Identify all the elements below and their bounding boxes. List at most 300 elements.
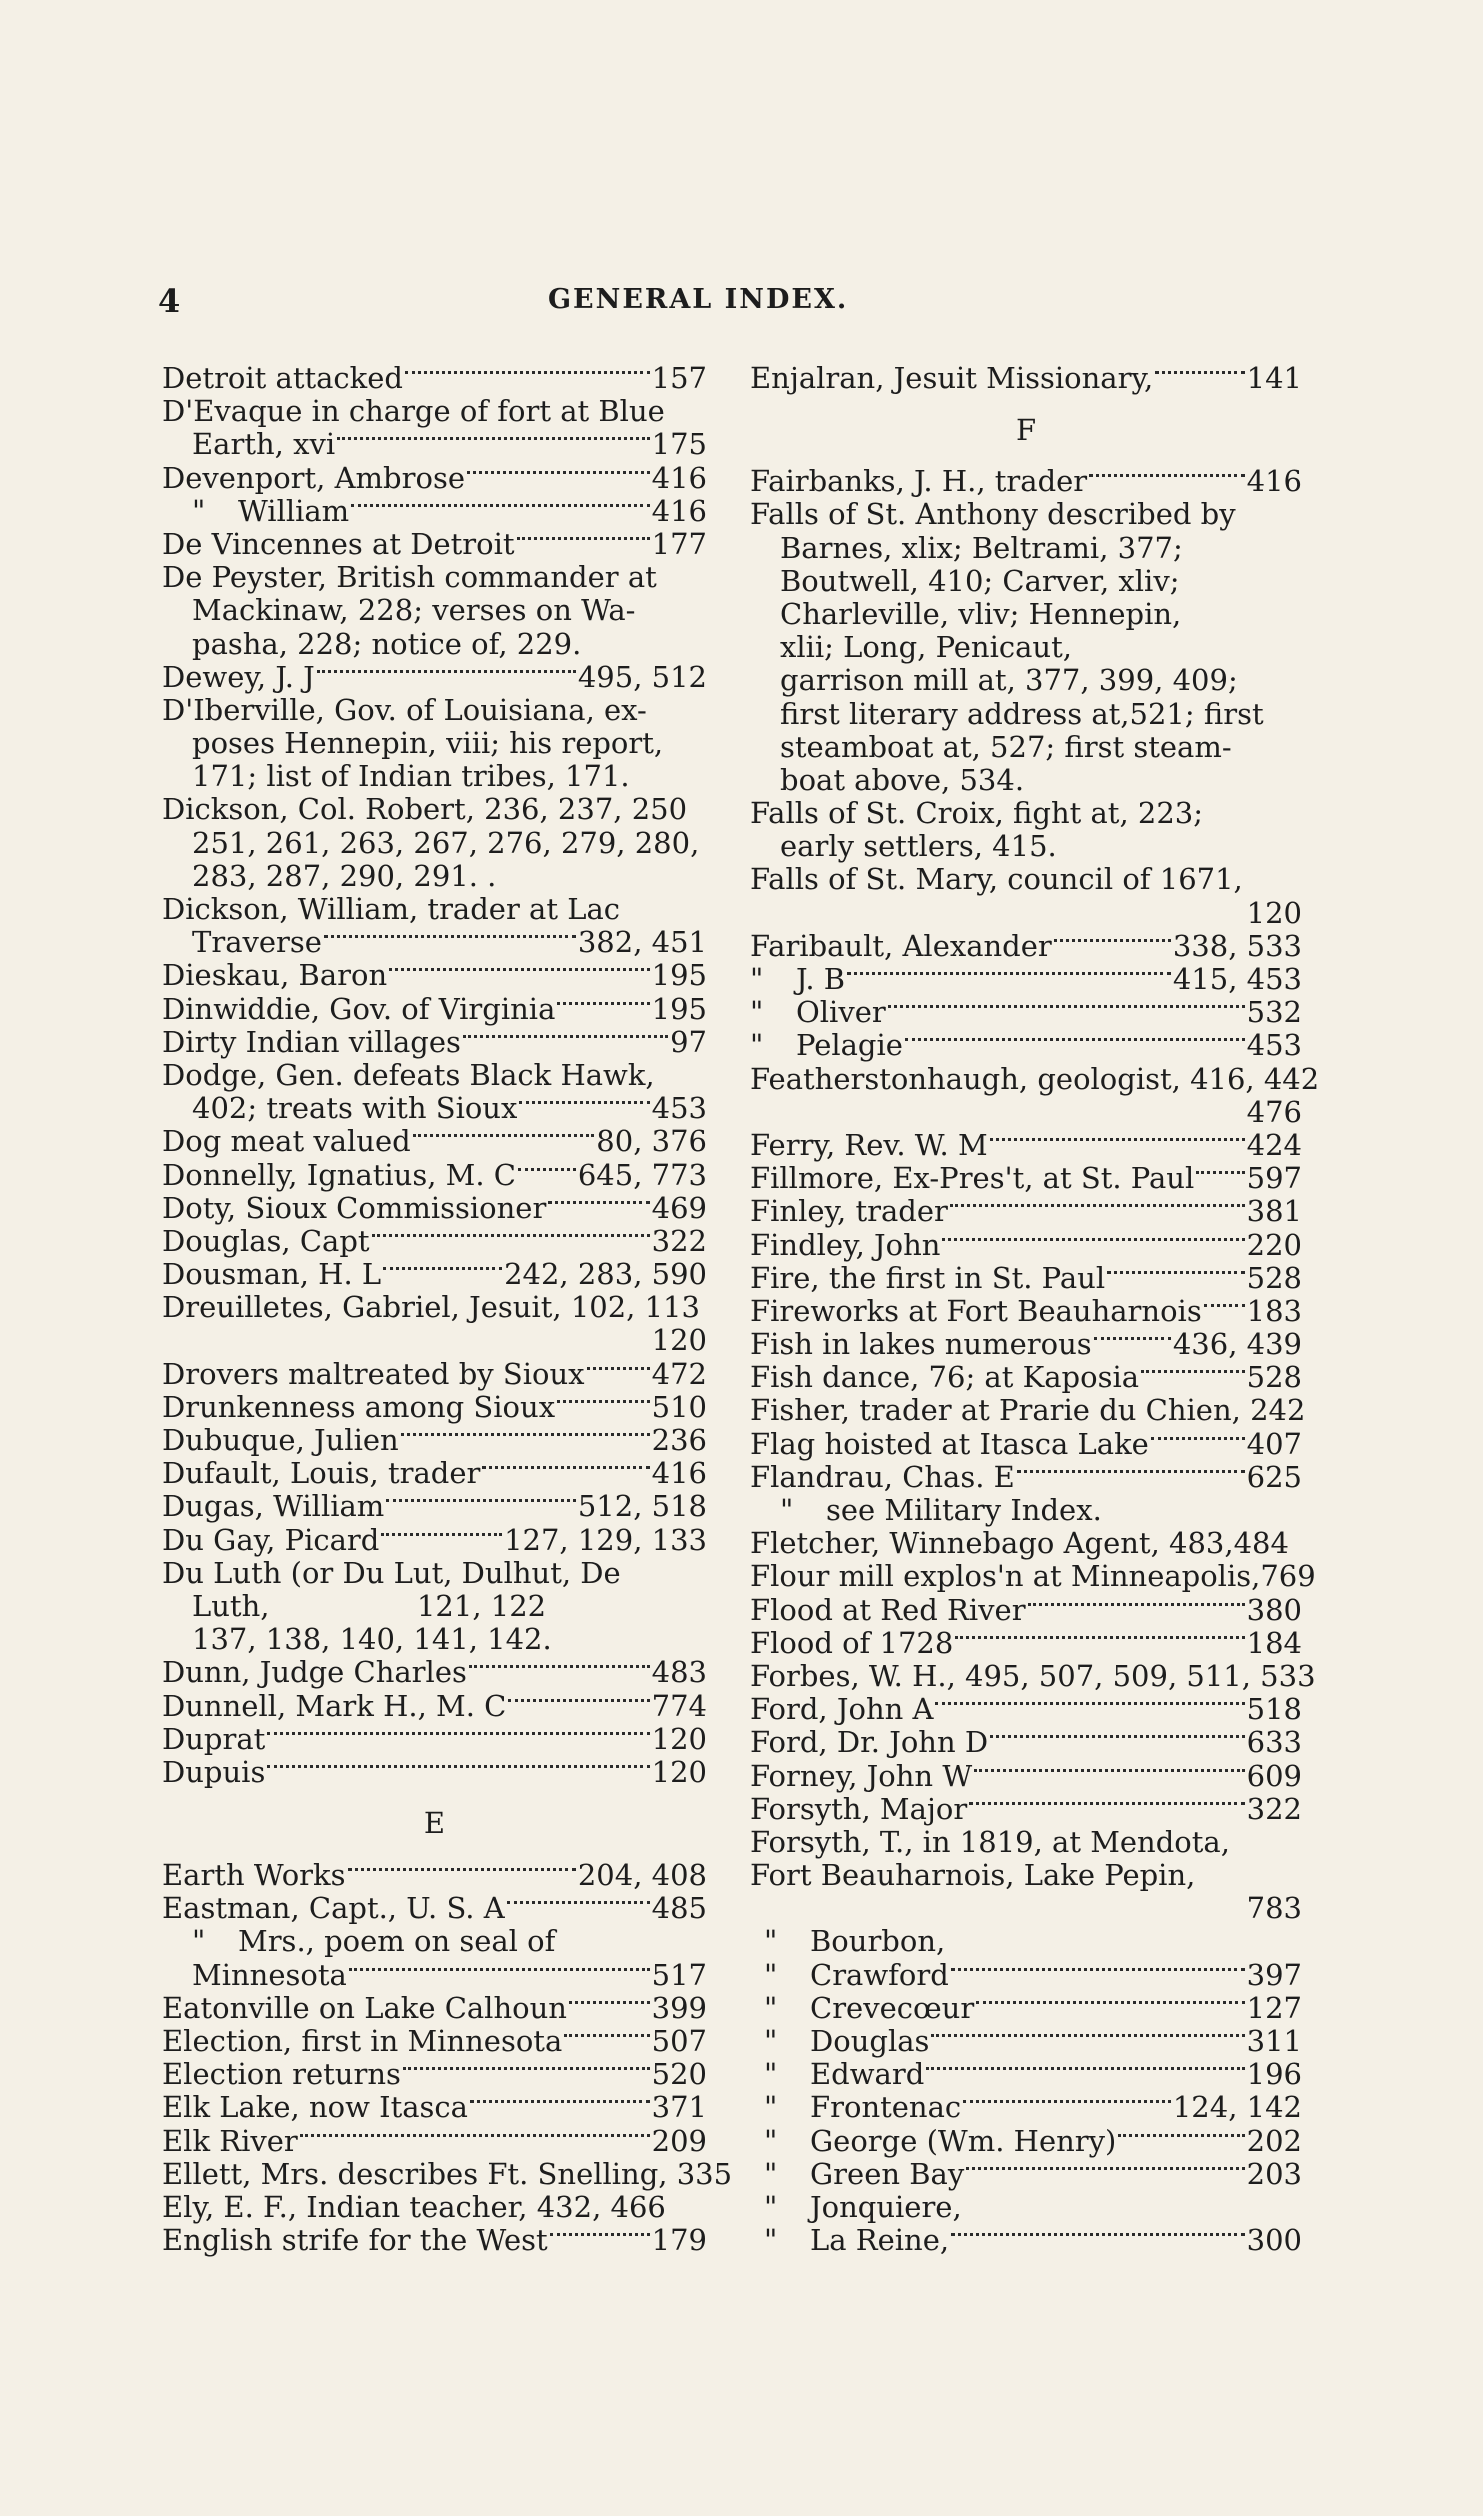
index-entry <box>750 631 1302 664</box>
index-entry <box>162 1925 707 1958</box>
entry-text: Fire, the first in St. Paul <box>750 1260 1106 1295</box>
index-entry <box>750 930 1302 963</box>
index-entry <box>750 2025 1302 2058</box>
entry-text: Dog meat valued <box>162 1124 411 1159</box>
page-reference: 397 <box>1246 1957 1302 1992</box>
leader-dots <box>519 1101 649 1104</box>
page-reference: 507 <box>651 2024 707 2058</box>
index-entry <box>750 1295 1302 1328</box>
page-reference: 645, 773 <box>577 1157 707 1192</box>
index-entry <box>750 362 1302 395</box>
entry-text: Forsyth, Major <box>750 1791 968 1826</box>
leader-dots <box>1118 2134 1244 2137</box>
entry-text: Falls of St. Mary, council of 1671, <box>750 862 1243 897</box>
index-entry <box>162 2125 707 2158</box>
entry-text: pasha, 228; notice of, 229. <box>192 626 582 661</box>
leader-dots <box>926 2067 1244 2070</box>
index-entry <box>162 793 707 826</box>
entry-text: Fairbanks, J. H., trader <box>750 464 1088 499</box>
leader-dots <box>950 1204 1245 1207</box>
entry-text: Dewey, J. J <box>162 659 315 694</box>
index-entry <box>162 1557 707 1590</box>
ditto-mark: " <box>192 1924 206 1959</box>
entry-text: Bourbon, <box>810 1924 946 1959</box>
entry-text: J. B <box>796 962 846 996</box>
index-entry <box>162 428 707 461</box>
index-entry <box>750 1461 1302 1494</box>
index-entry <box>162 1959 707 1992</box>
page-reference: 510 <box>651 1389 707 1424</box>
entry-text: 402; treats with Sioux <box>192 1091 518 1126</box>
index-entry <box>162 860 707 893</box>
leader-dots <box>507 1901 650 1904</box>
entry-text: Dousman, H. L <box>162 1257 382 1292</box>
index-entry <box>750 731 1302 764</box>
page-reference: 124, 142 <box>1172 2090 1302 2125</box>
entry-text: 251, 261, 263, 267, 276, 279, 280, <box>192 825 700 860</box>
entry-text: Dinwiddie, Gov. of Virginia <box>162 991 556 1026</box>
entry-text: Dreuilletes, Gabriel, Jesuit, 102, 113 <box>162 1290 700 1325</box>
index-entry <box>162 959 707 992</box>
ditto-mark: " <box>764 2156 778 2191</box>
index-entry <box>162 1623 707 1656</box>
entry-text: Frontenac <box>810 2090 962 2125</box>
page-reference: 322 <box>1246 1791 1302 1826</box>
entry-text: Fletcher, Winnebago Agent, 483,484 <box>750 1526 1289 1561</box>
index-entry <box>750 797 1302 830</box>
entry-text: Fisher, trader at Prarie du Chien, 242 <box>750 1393 1306 1428</box>
leader-dots <box>942 1238 1244 1241</box>
entry-text: Dufault, Louis, trader <box>162 1456 481 1491</box>
leader-dots <box>564 2034 649 2037</box>
page-reference: 380 <box>1246 1592 1302 1627</box>
page-reference: 416 <box>651 493 707 528</box>
index-entry <box>162 661 707 694</box>
entry-text: Earth, xvi <box>192 427 336 462</box>
leader-dots <box>1028 1603 1245 1606</box>
page-reference: 202 <box>1246 2123 1302 2158</box>
entry-text: Forsyth, T., in 1819, at Mendota, <box>750 1824 1230 1859</box>
leader-dots <box>976 2001 1244 2004</box>
page-reference: 204, 408 <box>577 1858 707 1893</box>
index-entry <box>750 1925 1302 1958</box>
entry-text: Fort Beauharnois, Lake Pepin, <box>750 1858 1196 1893</box>
ditto-mark: " <box>764 1924 778 1959</box>
index-entry <box>162 1424 707 1457</box>
page-reference: 476 <box>1246 1094 1302 1129</box>
page-reference: 371 <box>651 2090 707 2125</box>
index-entry <box>162 2058 707 2091</box>
index-entry <box>750 1527 1302 1560</box>
index-entry <box>750 1096 1302 1129</box>
entry-text: Enjalran, Jesuit Missionary, <box>750 361 1154 395</box>
page-reference: 424 <box>1246 1127 1302 1162</box>
page-reference: 97 <box>670 1024 707 1059</box>
entry-text: steamboat at, 527; first steam- <box>780 729 1232 764</box>
entry-text: D'Iberville, Gov. of Louisiana, ex- <box>162 692 647 727</box>
leader-dots <box>969 1802 1244 1805</box>
page-reference: 322 <box>651 1223 707 1258</box>
entry-text: La Reine, <box>810 2223 950 2258</box>
page-reference: 415, 453 <box>1172 962 1302 996</box>
index-entry <box>162 1059 707 1092</box>
index-entry <box>750 2158 1302 2191</box>
ditto-mark: " <box>764 2090 778 2125</box>
entry-text: Falls of St. Croix, fight at, 223; <box>750 796 1203 831</box>
entry-text: Minnesota <box>192 1957 347 1992</box>
index-entry <box>162 993 707 1026</box>
page-reference: 485 <box>651 1891 707 1926</box>
entry-text: Eatonville on Lake Calhoun <box>162 1990 567 2025</box>
index-entry <box>162 1159 707 1192</box>
leader-dots <box>935 1702 1244 1705</box>
index-entry <box>750 1760 1302 1793</box>
index-entry <box>162 1723 707 1756</box>
page-reference: 472 <box>651 1356 707 1391</box>
page-reference: 120 <box>651 1754 707 1789</box>
entry-text: Featherstonhaugh, geologist, 416, 442 <box>750 1061 1320 1096</box>
entry-text: Charleville, vliv; Hennepin, <box>780 596 1182 631</box>
entry-text: Detroit attacked <box>162 361 403 395</box>
page-reference: 311 <box>1246 2024 1302 2058</box>
leader-dots <box>557 1400 650 1403</box>
leader-dots <box>550 2233 650 2236</box>
leader-dots <box>951 2233 1245 2236</box>
entry-text: Donnelly, Ignatius, M. C <box>162 1157 516 1192</box>
ditto-mark: " <box>750 1028 764 1063</box>
page-reference: 416 <box>651 1456 707 1491</box>
entry-text: Flood at Red River <box>750 1592 1026 1627</box>
index-entry <box>750 1959 1302 1992</box>
index-entry <box>750 1627 1302 1660</box>
entry-text: poses Hennepin, viii; his report, <box>192 726 664 761</box>
index-entry <box>750 2191 1302 2224</box>
page-reference: 196 <box>1246 2057 1302 2092</box>
page-reference: 518 <box>1246 1692 1302 1727</box>
index-entry <box>162 528 707 561</box>
ditto-mark: " <box>764 2223 778 2258</box>
index-entry <box>750 532 1302 565</box>
ditto-mark: " <box>764 1957 778 1992</box>
entry-text: Green Bay <box>810 2156 965 2191</box>
page-reference: 532 <box>1246 995 1302 1030</box>
index-entry <box>162 760 707 793</box>
leader-dots <box>349 1968 650 1971</box>
page-reference: 236 <box>651 1423 707 1457</box>
entry-text: Eastman, Capt., U. S. A <box>162 1891 505 1926</box>
index-entry <box>162 1125 707 1158</box>
leader-dots <box>1196 1171 1244 1174</box>
leader-dots <box>1141 1370 1245 1373</box>
index-column-right <box>750 361 1320 2258</box>
entry-text: Drunkenness among Sioux <box>162 1389 556 1424</box>
leader-dots <box>517 537 650 540</box>
entry-text: Dickson, Col. Robert, 236, 237, 250 <box>162 792 688 827</box>
leader-dots <box>888 1005 1245 1008</box>
page-reference: 512, 518 <box>577 1489 707 1524</box>
entry-text: William <box>238 493 350 528</box>
index-entry <box>750 664 1302 697</box>
index-entry <box>750 2224 1302 2257</box>
entry-text: Dodge, Gen. defeats Black Hawk, <box>162 1057 655 1092</box>
leader-dots <box>508 1699 649 1702</box>
index-entry <box>750 1658 1316 1693</box>
index-entry <box>162 561 707 594</box>
index-entry <box>750 897 1302 930</box>
index-entry <box>162 628 707 661</box>
entry-text: Devenport, Ambrose <box>162 460 465 495</box>
index-entry <box>162 1457 707 1490</box>
entry-text: Duprat <box>162 1721 266 1756</box>
page-reference: 120 <box>651 1323 707 1358</box>
index-entry <box>162 1656 707 1689</box>
entry-text: Luth, 121, 122 <box>192 1588 547 1623</box>
page-reference: 436, 439 <box>1172 1327 1302 1362</box>
entry-text: Ford, Dr. John D <box>750 1725 989 1760</box>
entry-text: Dieskau, Baron <box>162 958 388 993</box>
page-reference: 300 <box>1246 2223 1302 2258</box>
entry-text: Flour mill explos'n at Minneapolis,769 <box>750 1559 1316 1594</box>
entry-text: Election returns <box>162 2057 401 2092</box>
index-entry <box>750 1859 1302 1892</box>
entry-text: Dunnell, Mark H., M. C <box>162 1688 507 1723</box>
page-reference: 184 <box>1246 1625 1302 1660</box>
index-entry <box>750 2125 1302 2158</box>
leader-dots <box>587 1367 650 1370</box>
leader-dots <box>482 1466 649 1469</box>
leader-dots <box>401 1433 650 1436</box>
page-reference: 120 <box>1246 895 1302 930</box>
index-entry <box>750 1361 1302 1394</box>
page-reference: 528 <box>1246 1260 1302 1295</box>
index-entry <box>750 2058 1302 2091</box>
leader-dots <box>1094 1337 1171 1340</box>
index-entry <box>750 863 1302 896</box>
leader-dots <box>974 1769 1245 1772</box>
leader-dots <box>381 1533 502 1536</box>
page-reference: 774 <box>651 1688 707 1723</box>
leader-dots <box>1107 1271 1245 1274</box>
page-reference: 195 <box>651 991 707 1026</box>
entry-text: 137, 138, 140, 141, 142. <box>192 1622 552 1657</box>
ditto-mark: " <box>764 2123 778 2158</box>
entry-text: garrison mill at, 377, 399, 409; <box>780 663 1238 698</box>
index-entry <box>750 1793 1302 1826</box>
entry-text: Barnes, xlix; Beltrami, 377; <box>780 530 1183 565</box>
page-reference: 483 <box>651 1655 707 1690</box>
leader-dots <box>300 2134 650 2137</box>
entry-text: Dubuque, Julien <box>162 1423 399 1457</box>
index-entry <box>750 465 1302 498</box>
page-reference: 528 <box>1246 1360 1302 1395</box>
leader-dots <box>413 1134 595 1137</box>
leader-dots <box>386 1499 576 1502</box>
index-entry <box>750 1494 1302 1527</box>
page-reference: 416 <box>1246 464 1302 499</box>
index-entry <box>162 694 707 727</box>
entry-text: Crevecœur <box>810 1990 975 2025</box>
index-entry <box>162 1026 707 1059</box>
leader-dots <box>966 2167 1244 2170</box>
leader-dots <box>324 935 576 938</box>
entry-text: Crawford <box>810 1957 949 1992</box>
page-reference: 381 <box>1246 1194 1302 1229</box>
index-entry <box>162 1092 707 1125</box>
index-entry <box>162 1324 707 1357</box>
index-entry <box>162 1291 707 1324</box>
leader-dots <box>1204 1304 1245 1307</box>
leader-dots <box>317 670 576 673</box>
entry-text: Dickson, William, trader at Lac <box>162 892 620 926</box>
entry-text: Dugas, William <box>162 1489 385 1524</box>
entry-text: Forney, John W <box>750 1758 973 1793</box>
ditto-mark: " <box>764 2024 778 2058</box>
page-reference: 625 <box>1246 1459 1302 1494</box>
index-entry <box>162 594 707 627</box>
leader-dots <box>931 2034 1244 2037</box>
index-entry <box>162 1992 707 2025</box>
entry-text: Finley, trader <box>750 1194 948 1229</box>
page-reference: 399 <box>651 1990 707 2025</box>
index-entry <box>750 764 1302 797</box>
entry-text: Ely, E. F., Indian teacher, 432, 466 <box>162 2189 666 2224</box>
index-entry <box>750 1826 1302 1859</box>
entry-text: Mackinaw, 228; verses on Wa- <box>192 593 636 628</box>
entry-text: D'Evaque in charge of fort at Blue <box>162 394 665 429</box>
index-entry <box>162 2156 733 2191</box>
entry-text: see Military Index. <box>826 1493 1102 1527</box>
entry-text: George (Wm. Henry) <box>810 2123 1117 2158</box>
index-entry <box>162 1892 707 1925</box>
index-entry <box>162 362 707 395</box>
index-entry <box>750 1892 1302 1925</box>
index-entry <box>162 926 707 959</box>
entry-text: Flag hoisted at Itasca Lake <box>750 1426 1149 1461</box>
page-reference: 520 <box>651 2057 707 2092</box>
leader-dots <box>405 371 650 374</box>
index-entry <box>162 727 707 760</box>
entry-text: Jonquiere, <box>810 2189 962 2224</box>
index-entry <box>162 2191 707 2224</box>
ditto-mark: " <box>750 962 764 996</box>
entry-text: Boutwell, 410; Carver, xliv; <box>780 563 1180 598</box>
entry-text: Pelagie <box>796 1028 903 1063</box>
entry-text: boat above, 534. <box>780 762 1025 797</box>
index-entry <box>162 1358 707 1391</box>
page-title: GENERAL INDEX. <box>548 284 849 315</box>
page-reference: 382, 451 <box>577 925 707 960</box>
index-entry <box>162 1524 707 1557</box>
page-reference: 209 <box>651 2123 707 2158</box>
entry-text: Dunn, Judge Charles <box>162 1655 467 1690</box>
page-reference: 195 <box>651 958 707 993</box>
ditto-mark: " <box>750 995 764 1030</box>
leader-dots <box>951 1968 1245 1971</box>
index-entry <box>162 1690 707 1723</box>
entry-text: Ford, John A <box>750 1692 934 1727</box>
entry-text: Ferry, Rev. W. M <box>750 1127 988 1162</box>
leader-dots <box>847 972 1171 975</box>
page-reference: 407 <box>1246 1426 1302 1461</box>
index-entry <box>162 2091 707 2124</box>
ditto-mark: " <box>764 2057 778 2092</box>
page-reference: 453 <box>651 1091 707 1126</box>
entry-text: Traverse <box>192 925 322 960</box>
leader-dots <box>267 1765 649 1768</box>
leader-dots <box>569 2001 650 2004</box>
entry-text: De Peyster, British commander at <box>162 560 657 595</box>
ditto-mark: " <box>192 493 206 528</box>
leader-dots <box>467 471 650 474</box>
index-entry <box>750 1229 1302 1262</box>
index-entry <box>750 1393 1306 1428</box>
entry-text: Earth Works <box>162 1858 346 1893</box>
entry-text: Mrs., poem on seal of <box>238 1924 556 1959</box>
entry-text: Flandrau, Chas. E <box>750 1459 1015 1494</box>
index-entry <box>162 495 707 528</box>
entry-text: Doty, Sioux Commissioner <box>162 1190 547 1225</box>
entry-text: 283, 287, 290, 291. . <box>192 858 497 893</box>
index-entry <box>162 1490 707 1523</box>
index-entry <box>750 1428 1302 1461</box>
index-entry <box>162 462 707 495</box>
leader-dots <box>470 2100 650 2103</box>
page-reference: 157 <box>651 361 707 395</box>
entry-text: Dirty Indian villages <box>162 1024 461 1059</box>
entry-text: Dupuis <box>162 1754 266 1789</box>
index-entry <box>750 1061 1320 1096</box>
index-entry <box>750 598 1302 631</box>
index-entry <box>750 1328 1302 1361</box>
page-reference: 783 <box>1246 1891 1302 1926</box>
page-reference: 183 <box>1246 1293 1302 1328</box>
leader-dots <box>372 1234 650 1237</box>
entry-text: Falls of St. Anthony described by <box>750 497 1236 532</box>
index-entry <box>750 1129 1302 1162</box>
index-entry <box>162 1590 707 1623</box>
entry-text: Elk Lake, now Itasca <box>162 2090 468 2125</box>
page-reference: 127 <box>1246 1990 1302 2025</box>
ditto-mark: " <box>780 1493 794 1527</box>
entry-text: Douglas <box>810 2024 930 2058</box>
entry-text: English strife for the West <box>162 2223 548 2258</box>
index-entry <box>162 1756 707 1789</box>
entry-text: Drovers maltreated by Sioux <box>162 1356 585 1391</box>
index-entry <box>750 996 1302 1029</box>
leader-dots <box>337 437 650 440</box>
leader-dots <box>955 1636 1244 1639</box>
index-entry <box>750 1262 1302 1295</box>
index-entry <box>750 1195 1302 1228</box>
index-entry <box>750 1559 1316 1594</box>
leader-dots <box>518 1168 576 1171</box>
leader-dots <box>463 1035 668 1038</box>
index-entry <box>162 827 707 860</box>
entry-text: Faribault, Alexander <box>750 928 1052 963</box>
leader-dots <box>1151 1437 1245 1440</box>
entry-text: Elk River <box>162 2123 298 2158</box>
index-entry <box>750 1693 1302 1726</box>
leader-dots <box>990 1735 1245 1738</box>
page-reference: 633 <box>1246 1725 1302 1760</box>
index-entry <box>750 498 1302 531</box>
page-reference: 80, 376 <box>596 1124 707 1159</box>
page-reference: 597 <box>1246 1161 1302 1196</box>
entry-text: Oliver <box>796 995 886 1030</box>
entry-text: Douglas, Capt <box>162 1223 370 1258</box>
leader-dots <box>469 1665 650 1668</box>
leader-dots <box>1089 474 1244 477</box>
